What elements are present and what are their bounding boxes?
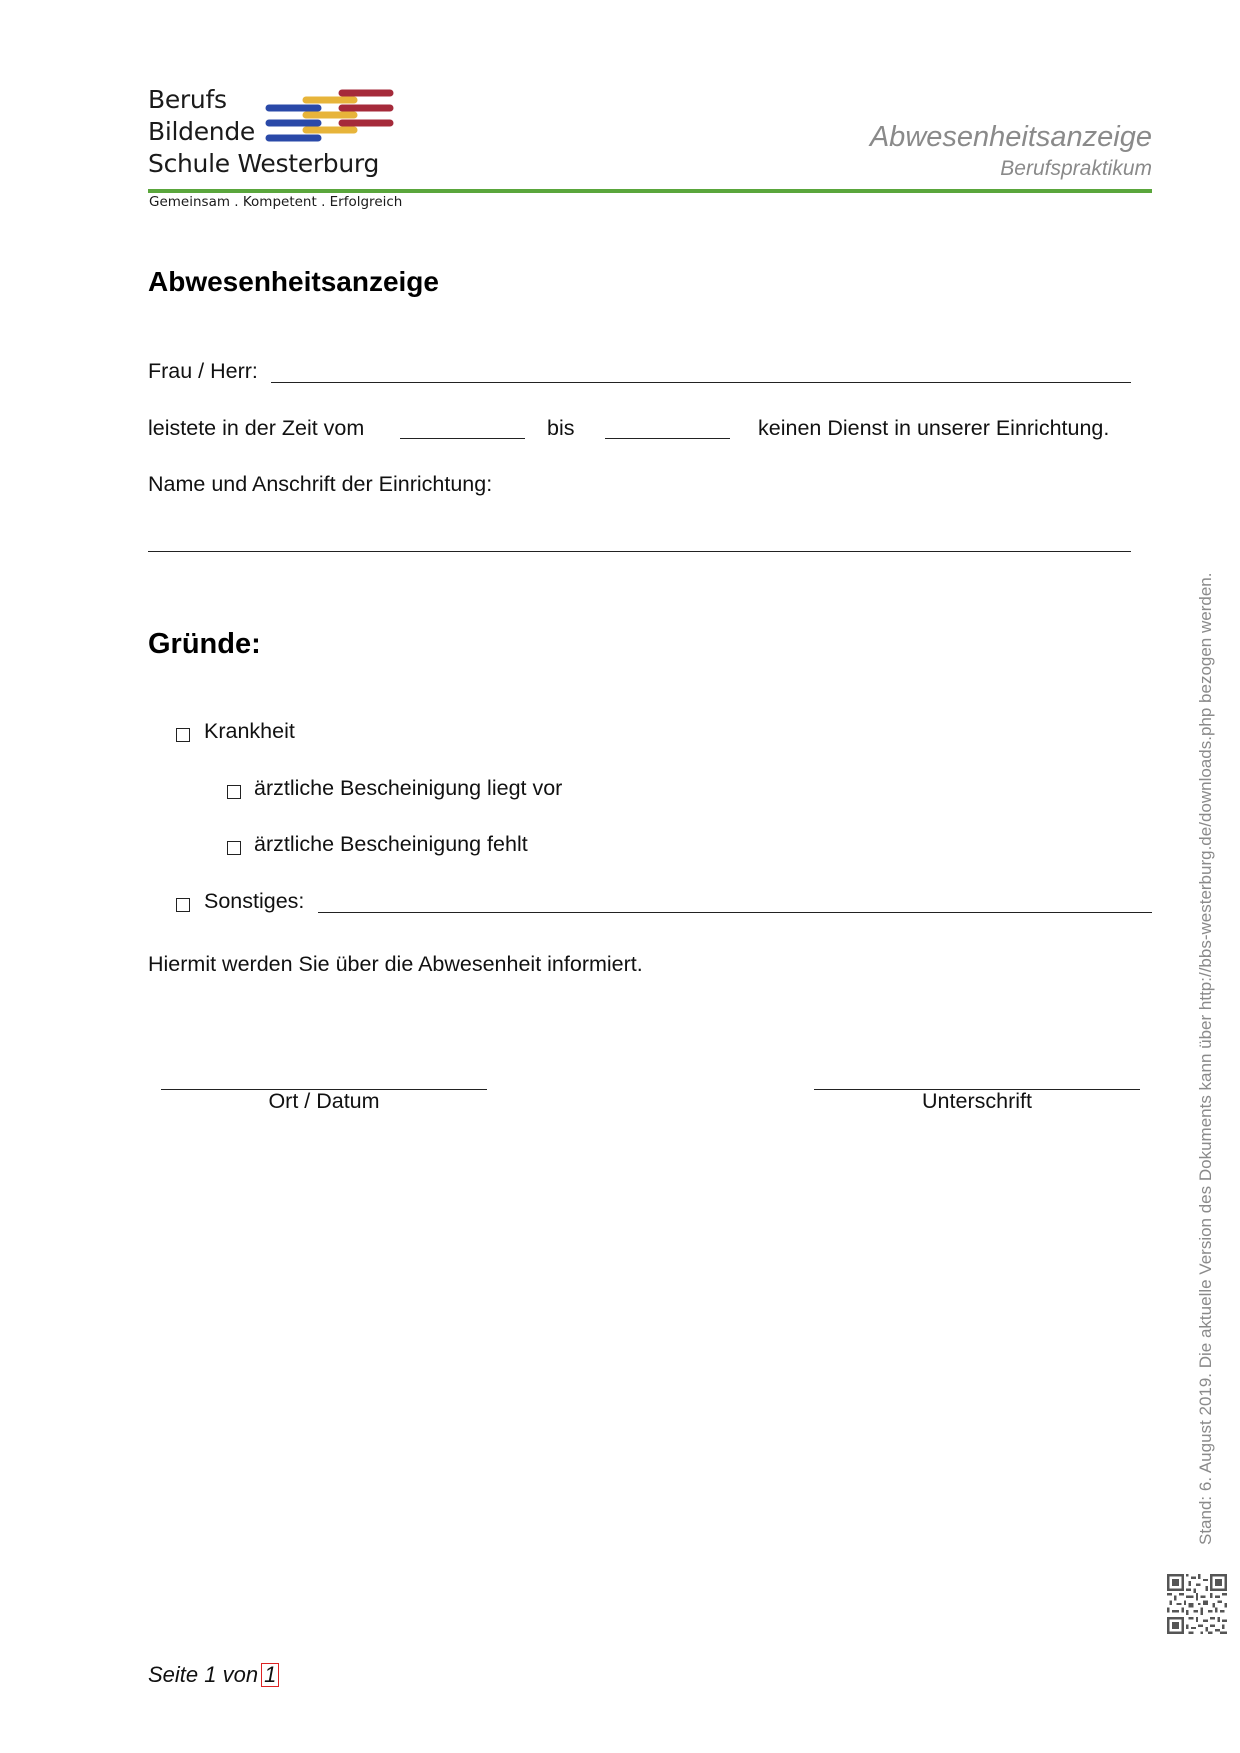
- certificate-present-checkbox-icon[interactable]: [227, 785, 241, 799]
- facility-label: Name und Anschrift der Einrichtung:: [148, 472, 493, 496]
- certificate-present-label: ärztliche Bescheinigung liegt vor: [254, 776, 563, 800]
- logo-line-berufs: Berufs: [148, 85, 227, 114]
- notice-text: Hiermit werden Sie über die Abwesenheit informiert.: [148, 952, 643, 976]
- date-from-input-line[interactable]: [400, 438, 525, 439]
- school-logo-icon: [264, 88, 396, 144]
- period-bis-text: bis: [547, 416, 575, 440]
- reasons-heading: Gründe:: [148, 628, 261, 660]
- certificate-missing-label: ärztliche Bescheinigung fehlt: [254, 832, 528, 856]
- page-number: [148, 1662, 279, 1688]
- document-heading: Abwesenheitsanzeige: [148, 266, 439, 297]
- version-side-note: Stand: 6. August 2019. Die aktuelle Version des Dokuments kann über http://bbs-westerburg.de/downloads.php bezogen werden.: [1196, 572, 1215, 1545]
- logo-line-bildende: Bildende: [148, 117, 255, 146]
- certificate-missing-checkbox-icon[interactable]: [227, 841, 241, 855]
- other-input-line[interactable]: [318, 912, 1152, 913]
- place-date-label: Ort / Datum: [268, 1089, 380, 1113]
- period-suffix-text: keinen Dienst in unserer Einrichtung.: [758, 416, 1110, 440]
- page-total-link[interactable]: 1: [261, 1663, 279, 1687]
- page-number-prefix: Seite 1 von: [148, 1662, 259, 1687]
- period-prefix-text: leistete in der Zeit vom: [148, 416, 365, 440]
- facility-input-line[interactable]: [148, 551, 1131, 552]
- name-input-line[interactable]: [271, 382, 1131, 383]
- signature-label: Unterschrift: [922, 1089, 1032, 1113]
- illness-label: Krankheit: [204, 719, 295, 743]
- name-label: Frau / Herr:: [148, 359, 258, 383]
- header-subtitle: Berufspraktikum: [1000, 157, 1152, 180]
- header-divider: [148, 189, 1152, 193]
- logo-tagline: Gemeinsam . Kompetent . Erfolgreich: [149, 194, 403, 210]
- illness-checkbox-icon[interactable]: [176, 728, 190, 742]
- qr-code-icon: [1167, 1574, 1227, 1634]
- date-to-input-line[interactable]: [605, 438, 730, 439]
- logo-line-schule: Schule Westerburg: [148, 149, 380, 178]
- header-title: Abwesenheitsanzeige: [869, 121, 1152, 153]
- other-checkbox-icon[interactable]: [176, 898, 190, 912]
- other-label: Sonstiges:: [204, 889, 305, 913]
